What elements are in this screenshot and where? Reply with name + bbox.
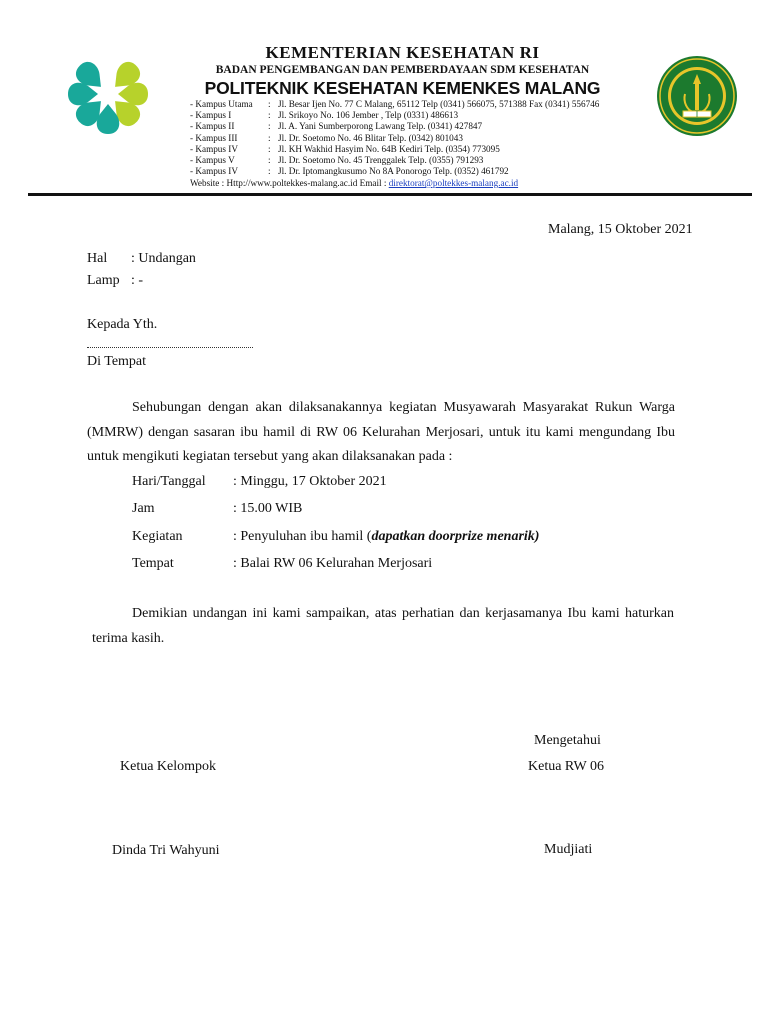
day-label: Hari/Tanggal bbox=[132, 474, 206, 489]
activity-value: : Penyuluhan ibu hamil ( bbox=[233, 529, 372, 544]
addressee-dotted-line bbox=[87, 346, 253, 348]
activity-label: Kegiatan bbox=[132, 529, 183, 544]
poltekkes-seal-logo bbox=[655, 54, 739, 138]
website-label: Website : Http://www.poltekkes-malang.ac.id Email : bbox=[190, 178, 389, 188]
addressee: Kepada Yth. bbox=[87, 317, 158, 332]
detail-time bbox=[132, 501, 302, 517]
campus-row bbox=[190, 121, 599, 132]
detail-place bbox=[132, 556, 432, 572]
colon: : bbox=[268, 132, 271, 143]
campus-name: - Kampus IV bbox=[190, 166, 238, 177]
colon: : bbox=[268, 99, 271, 109]
campus-name: - Kampus I bbox=[190, 110, 232, 121]
campus-name: - Kampus V bbox=[190, 155, 235, 166]
left-signatory-name: Dinda Tri Wahyuni bbox=[112, 843, 220, 858]
campus-address: Jl. KH Wakhid Hasyim No. 64B Kediri Telp. (0354) 773095 bbox=[278, 143, 500, 154]
subject-label: Hal bbox=[87, 251, 108, 266]
location: Di Tempat bbox=[87, 354, 147, 369]
campus-row bbox=[190, 144, 599, 155]
time-label: Jam bbox=[132, 501, 155, 516]
campus-row bbox=[190, 110, 599, 121]
campus-row bbox=[190, 99, 599, 110]
detail-activity bbox=[132, 529, 539, 545]
campus-address-list bbox=[190, 99, 599, 177]
campus-address: Jl. Dr. Soetomo No. 46 Blitar Telp. (0342) 801043 bbox=[278, 132, 463, 143]
right-signatory-name: Mudjiati bbox=[544, 842, 593, 857]
opening-paragraph: Sehubungan dengan akan dilaksanakannya kegiatan Musyawarah Masyarakat Rukun Warga (MMRW) dengan sasaran ibu hamil di RW 06 Kelurahan Merjosari, untuk itu kami mengundang Ibu untuk mengikuti kegiatan tersebut yang akan dilaksanakan pada : bbox=[87, 400, 675, 464]
ministry-name: KEMENTERIAN KESEHATAN RI bbox=[265, 43, 540, 62]
place-label: Tempat bbox=[132, 556, 174, 571]
colon: : bbox=[268, 155, 271, 166]
colon: : bbox=[268, 110, 271, 121]
kemenkes-logo bbox=[66, 52, 150, 136]
day-value: : Minggu, 17 Oktober 2021 bbox=[233, 474, 387, 489]
letterhead-divider bbox=[28, 193, 752, 196]
institution-name: POLITEKNIK KESEHATAN KEMENKES MALANG bbox=[204, 78, 601, 98]
activity-note: dapatkan doorprize menarik) bbox=[371, 529, 540, 544]
campus-name: - Kampus III bbox=[190, 132, 238, 143]
email-link[interactable]: direktorat@poltekkes-malang.ac.id bbox=[388, 178, 519, 188]
campus-name: - Kampus II bbox=[190, 121, 235, 132]
campus-name: - Kampus IV bbox=[190, 143, 238, 154]
campus-address: Jl. A. Yani Sumberporong Lawang Telp. (0341) 427847 bbox=[278, 121, 483, 132]
colon: : bbox=[268, 121, 271, 132]
acknowledged-label: Mengetahui bbox=[534, 733, 601, 748]
detail-day bbox=[132, 474, 387, 490]
attachment-label: Lamp bbox=[87, 273, 120, 288]
right-signatory-title: Ketua RW 06 bbox=[528, 759, 604, 774]
agency-name: BADAN PENGEMBANGAN DAN PEMBERDAYAAN SDM KESEHATAN bbox=[215, 64, 590, 76]
letterhead bbox=[150, 44, 655, 98]
campus-address: Jl. Srikoyo No. 106 Jember , Telp (0331) 486613 bbox=[278, 110, 459, 121]
closing-paragraph: Demikian undangan ini kami sampaikan, atas perhatian dan kerjasamanya Ibu kami haturkan terima kasih. bbox=[92, 606, 674, 646]
campus-name: - Kampus Utama bbox=[190, 99, 253, 109]
time-value: : 15.00 WIB bbox=[233, 501, 303, 516]
campus-row bbox=[190, 155, 599, 166]
website-email-line bbox=[190, 178, 518, 188]
left-signatory-title: Ketua Kelompok bbox=[120, 759, 217, 774]
place-value: : Balai RW 06 Kelurahan Merjosari bbox=[233, 556, 433, 571]
campus-row bbox=[190, 166, 599, 177]
campus-address: Jl. Dr. Soetomo No. 45 Trenggalek Telp. (0355) 791293 bbox=[278, 155, 484, 166]
attachment-value: : - bbox=[131, 273, 144, 288]
campus-row bbox=[190, 133, 599, 144]
colon: : bbox=[268, 143, 271, 154]
campus-address: Jl. Besar Ijen No. 77 C Malang, 65112 Telp (0341) 566075, 571388 Fax (0341) 556746 bbox=[278, 99, 600, 109]
subject-value: : Undangan bbox=[131, 251, 196, 266]
campus-address: Jl. Dr. Iptomangkusumo No 8A Ponorogo Telp. (0352) 461792 bbox=[278, 166, 509, 177]
place-date: Malang, 15 Oktober 2021 bbox=[548, 222, 693, 237]
colon: : bbox=[268, 166, 271, 177]
